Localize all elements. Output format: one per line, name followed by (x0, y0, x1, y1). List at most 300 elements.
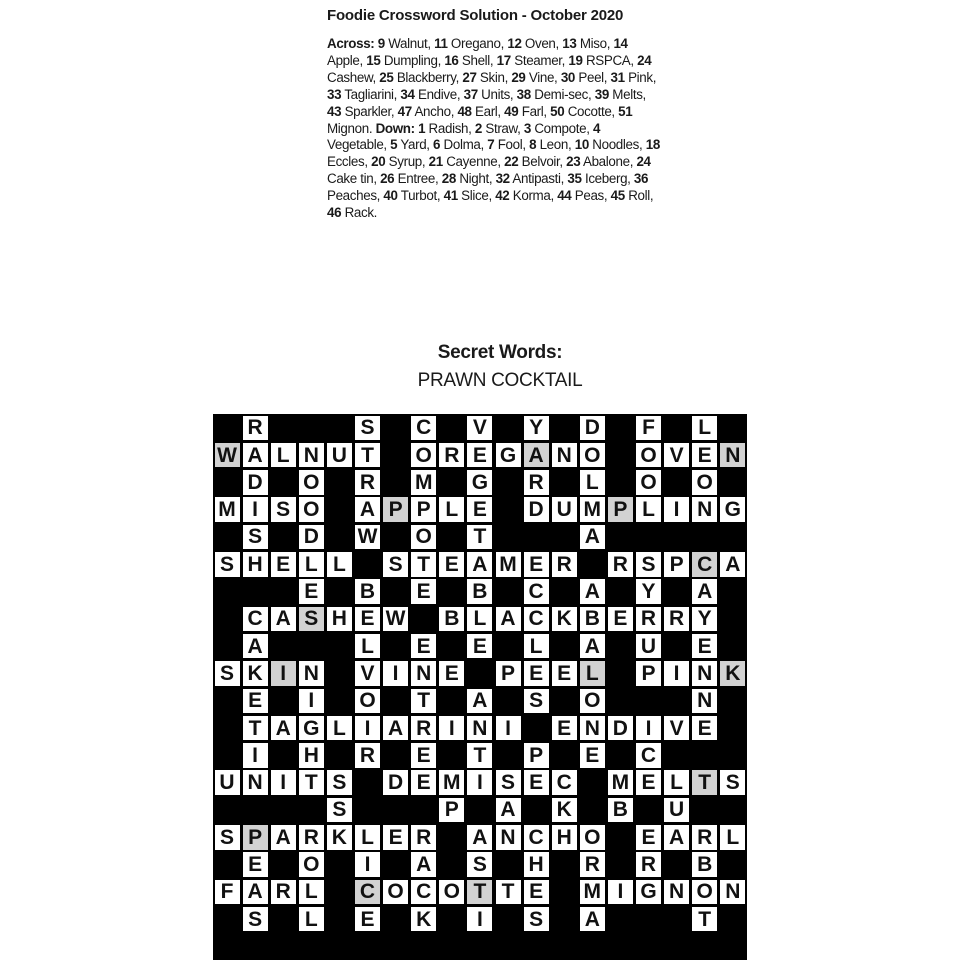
clue-answer: Cashew, (327, 69, 380, 85)
grid-cell: E (524, 661, 549, 686)
clue-number: 42 (495, 188, 510, 204)
grid-cell: E (524, 880, 549, 905)
grid-cell: A (720, 552, 745, 577)
clue-answer: Korma, (509, 188, 558, 204)
clue-answer: Abalone, (580, 154, 637, 170)
clue-answer: Belvoir, (518, 154, 567, 170)
clue-answer: Peas, (571, 188, 611, 204)
clue-number: 30 (560, 69, 576, 85)
grid-cell: Y (636, 579, 661, 604)
clue-answer: Cake tin, (327, 171, 381, 187)
grid-cell: R (608, 552, 633, 577)
grid-cell: S (215, 552, 240, 577)
grid-cell: T (467, 525, 492, 550)
grid-cell: S (383, 552, 408, 577)
clue-number: Across: 9 (327, 36, 385, 51)
grid-cell: A (411, 852, 436, 877)
grid-cell: P (636, 661, 661, 686)
grid-cell: A (271, 825, 296, 850)
grid-cell: A (467, 689, 492, 714)
grid-cell-secret: I (271, 661, 296, 686)
grid-cell: F (215, 880, 240, 905)
grid-cell: D (580, 416, 605, 441)
grid-cell: T (467, 743, 492, 768)
grid-cell: I (467, 770, 492, 795)
clue-number: 2 (474, 120, 482, 136)
grid-cell-secret: C (355, 880, 380, 905)
grid-cell: R (411, 716, 436, 741)
grid-cell: C (243, 607, 268, 632)
grid-cell: E (439, 552, 464, 577)
grid-cell: E (355, 607, 380, 632)
grid-cell: O (383, 880, 408, 905)
grid-cell: G (299, 716, 324, 741)
grid-cell: W (355, 525, 380, 550)
grid-cell: E (439, 661, 464, 686)
grid-cell: L (636, 497, 661, 522)
clue-answer: RSPCA, (582, 52, 638, 68)
clue-answer: Turbot, (397, 188, 444, 204)
clue-answer: Peel, (575, 69, 611, 85)
grid-cell: A (580, 525, 605, 550)
grid-cell: H (327, 607, 352, 632)
clue-answer: Oregano, (447, 36, 508, 51)
grid-cell: S (243, 907, 268, 932)
grid-cell: S (524, 907, 549, 932)
clue-number: 14 (613, 36, 628, 51)
clue-answer: Vine, (525, 69, 561, 85)
grid-cell: N (299, 443, 324, 468)
clue-answer: Dumpling, (380, 52, 445, 68)
grid-cell: A (692, 579, 717, 604)
grid-cell: L (664, 770, 689, 795)
grid-cell: S (215, 825, 240, 850)
page-title: Foodie Crossword Solution - October 2020 (327, 7, 624, 24)
grid-cell: O (580, 825, 605, 850)
grid-cell: E (467, 497, 492, 522)
grid-cell: E (636, 825, 661, 850)
grid-cell: D (243, 470, 268, 495)
grid-cell: E (467, 443, 492, 468)
clue-number: 4 (592, 120, 601, 136)
clue-number: 21 (428, 154, 443, 170)
grid-cell: M (580, 497, 605, 522)
clue-answer: Mignon. (327, 120, 376, 136)
grid-cell: S (215, 661, 240, 686)
grid-cell-secret: W (215, 443, 240, 468)
grid-cell: D (383, 770, 408, 795)
grid-cell: G (636, 880, 661, 905)
clue-answer: Farl, (518, 103, 551, 119)
crossword-grid (213, 414, 747, 960)
grid-cell: I (496, 716, 521, 741)
grid-cell: K (243, 661, 268, 686)
clue-number: 45 (610, 188, 625, 204)
grid-cell: K (411, 907, 436, 932)
grid-cell: S (243, 525, 268, 550)
grid-cell: L (299, 880, 324, 905)
grid-cell: I (243, 743, 268, 768)
grid-cell: D (524, 497, 549, 522)
clue-number: 29 (511, 69, 526, 85)
grid-cell: N (411, 661, 436, 686)
grid-cell: I (664, 661, 689, 686)
grid-cell: E (524, 770, 549, 795)
grid-cell: R (664, 607, 689, 632)
grid-cell: E (580, 743, 605, 768)
grid-cell: G (496, 443, 521, 468)
clue-number: 6 (433, 137, 441, 153)
clue-number: 22 (504, 154, 519, 170)
clue-number: 32 (495, 171, 510, 187)
clue-number: 24 (637, 52, 652, 68)
grid-cell: E (383, 825, 408, 850)
grid-cell: I (664, 497, 689, 522)
grid-cell: A (580, 907, 605, 932)
grid-cell: A (243, 443, 268, 468)
grid-cell: V (664, 443, 689, 468)
clue-answer: Sparkler, (341, 103, 398, 119)
grid-cell: R (355, 743, 380, 768)
grid-cell: T (411, 689, 436, 714)
clue-number: 48 (457, 103, 472, 119)
grid-cell: N (552, 443, 577, 468)
clue-answer: Skin, (476, 69, 512, 85)
clue-answer: Steamer, (510, 52, 569, 68)
clue-number: 28 (441, 171, 456, 187)
grid-cell: E (411, 770, 436, 795)
grid-cell: S (524, 689, 549, 714)
grid-cell: P (496, 661, 521, 686)
grid-cell: R (692, 825, 717, 850)
clue-answer: Apple, (327, 52, 367, 68)
grid-cell: N (692, 497, 717, 522)
grid-cell: T (355, 443, 380, 468)
grid-cell: U (636, 634, 661, 659)
grid-cell: G (720, 497, 745, 522)
clue-answer: Cocotte, (564, 103, 619, 119)
grid-cell: O (299, 470, 324, 495)
clue-number: 41 (443, 188, 458, 204)
grid-cell: A (355, 497, 380, 522)
grid-cell: K (552, 607, 577, 632)
grid-cell: A (664, 825, 689, 850)
grid-cell: L (271, 443, 296, 468)
grid-cell: B (608, 798, 633, 823)
grid-cell: E (271, 552, 296, 577)
grid-cell: A (271, 716, 296, 741)
grid-cell: R (524, 470, 549, 495)
clue-answer: Ancho, (411, 103, 458, 119)
clue-number: 20 (371, 154, 386, 170)
grid-cell: S (720, 770, 745, 795)
grid-cell: R (243, 416, 268, 441)
grid-cell: R (636, 852, 661, 877)
grid-cell: B (580, 607, 605, 632)
clue-number: 38 (516, 86, 531, 102)
clue-answer: Night, (455, 171, 496, 187)
grid-cell: H (524, 852, 549, 877)
clue-answer: Compote, (530, 120, 593, 136)
grid-cell: L (355, 634, 380, 659)
grid-cell: C (411, 416, 436, 441)
clue-number: 10 (574, 137, 589, 153)
grid-cell: C (524, 579, 549, 604)
grid-cell: K (552, 798, 577, 823)
clue-answer: Slice, (457, 188, 496, 204)
grid-cell: T (411, 552, 436, 577)
grid-cell: E (411, 743, 436, 768)
grid-cell: B (355, 579, 380, 604)
grid-cell: L (580, 470, 605, 495)
grid-cell-secret: T (692, 770, 717, 795)
grid-cell: E (608, 607, 633, 632)
grid-cell: N (692, 661, 717, 686)
grid-cell: V (467, 416, 492, 441)
clue-number: 16 (444, 52, 459, 68)
grid-cell: C (524, 607, 549, 632)
grid-cell: E (692, 716, 717, 741)
clue-answer: Blackberry, (393, 69, 463, 85)
clue-answer: Eccles, (327, 154, 372, 170)
grid-cell: P (664, 552, 689, 577)
clue-answer: Syrup, (385, 154, 429, 170)
clue-number: Down: 1 (375, 120, 426, 136)
grid-cell: B (692, 852, 717, 877)
grid-cell: S (327, 798, 352, 823)
grid-cell-secret: S (299, 607, 324, 632)
grid-cell: I (355, 716, 380, 741)
clue-number: 36 (633, 171, 649, 187)
grid-cell-secret: L (580, 661, 605, 686)
grid-cell: R (271, 880, 296, 905)
grid-cell-secret: P (243, 825, 268, 850)
grid-cell: S (271, 497, 296, 522)
grid-cell: I (355, 852, 380, 877)
grid-cell: L (299, 907, 324, 932)
grid-cell: R (411, 825, 436, 850)
grid-cell: R (299, 825, 324, 850)
clue-number: 46 (327, 205, 342, 221)
grid-cell: A (243, 880, 268, 905)
grid-cell: B (467, 579, 492, 604)
secret-words-answer: PRAWN COCKTAIL (417, 370, 583, 391)
clue-number: 43 (327, 103, 342, 119)
grid-cell: N (467, 716, 492, 741)
clue-number: 7 (487, 137, 495, 153)
grid-cell-secret: C (692, 552, 717, 577)
grid-cell: E (243, 689, 268, 714)
clue-number: 39 (594, 86, 609, 102)
clue-answer: Radish, (425, 120, 475, 136)
grid-cell: E (692, 443, 717, 468)
grid-cell: O (580, 443, 605, 468)
grid-cell: A (243, 634, 268, 659)
grid-cell: G (467, 470, 492, 495)
grid-cell: U (552, 497, 577, 522)
grid-cell: O (355, 689, 380, 714)
grid-cell: L (439, 497, 464, 522)
grid-cell: E (692, 634, 717, 659)
grid-cell: H (243, 552, 268, 577)
grid-cell: O (692, 470, 717, 495)
clue-answer: Cayenne, (442, 154, 505, 170)
grid-cell: E (636, 770, 661, 795)
grid-cell: O (299, 852, 324, 877)
grid-cell: B (439, 607, 464, 632)
clue-number: 17 (496, 52, 511, 68)
grid-cell-secret: P (383, 497, 408, 522)
clue-answer: Earl, (471, 103, 505, 119)
grid-cell: E (355, 907, 380, 932)
grid-cell: I (608, 880, 633, 905)
clue-answer: Entree, (394, 171, 442, 187)
grid-cell: S (636, 552, 661, 577)
grid-cell: A (580, 634, 605, 659)
grid-cell: S (355, 416, 380, 441)
grid-cell: T (243, 716, 268, 741)
grid-cell: I (383, 661, 408, 686)
grid-cell: I (636, 716, 661, 741)
grid-cell: L (524, 634, 549, 659)
grid-cell: H (299, 743, 324, 768)
grid-cell: R (552, 552, 577, 577)
grid-cell: C (636, 743, 661, 768)
grid-cell: N (243, 770, 268, 795)
grid-cell: T (299, 770, 324, 795)
grid-cell: O (692, 880, 717, 905)
clue-answer: Dolma, (440, 137, 488, 153)
grid-cell: O (299, 497, 324, 522)
clue-answer: Rack. (341, 205, 378, 221)
grid-cell: F (636, 416, 661, 441)
clue-answer: Tagliarini, (341, 86, 401, 102)
grid-cell: W (383, 607, 408, 632)
grid-cell: D (299, 525, 324, 550)
grid-cell: A (467, 825, 492, 850)
clue-number: 34 (400, 86, 415, 102)
grid-cell: T (496, 880, 521, 905)
grid-cell: U (327, 443, 352, 468)
grid-cell-secret: T (467, 880, 492, 905)
clue-answer: Miso, (576, 36, 614, 51)
clue-number: 31 (610, 69, 625, 85)
grid-cell: L (467, 607, 492, 632)
clue-number: 49 (504, 103, 519, 119)
grid-cell: M (496, 552, 521, 577)
grid-cell: C (524, 825, 549, 850)
grid-cell: O (636, 443, 661, 468)
grid-cell: D (608, 716, 633, 741)
grid-cell-secret: K (720, 661, 745, 686)
grid-cell: P (524, 743, 549, 768)
clue-number: 26 (380, 171, 395, 187)
grid-cell: U (215, 770, 240, 795)
grid-cell: A (383, 716, 408, 741)
grid-cell: L (327, 552, 352, 577)
grid-cell: N (580, 716, 605, 741)
clue-number: 15 (366, 52, 381, 68)
clue-answer: Demi-sec, (530, 86, 595, 102)
grid-cell: N (692, 689, 717, 714)
grid-cell: E (552, 661, 577, 686)
grid-cell: I (467, 907, 492, 932)
grid-cell: M (215, 497, 240, 522)
grid-cell: P (411, 497, 436, 522)
grid-cell: O (411, 525, 436, 550)
grid-cell: K (327, 825, 352, 850)
grid-cell: A (580, 579, 605, 604)
clue-number: 12 (507, 36, 522, 51)
clue-answer: Iceberg, (581, 171, 634, 187)
grid-cell: L (720, 825, 745, 850)
grid-cell: C (552, 770, 577, 795)
grid-cell: N (720, 880, 745, 905)
secret-words-heading: Secret Words: (437, 342, 563, 363)
grid-cell: Y (692, 607, 717, 632)
grid-cell: N (664, 880, 689, 905)
clue-number: 11 (434, 36, 448, 51)
clue-number: 50 (550, 103, 565, 119)
clue-number: 13 (562, 36, 577, 51)
clue-answer: Noodles, (588, 137, 646, 153)
clue-number: 51 (618, 103, 633, 119)
grid-cell: A (271, 607, 296, 632)
clue-number: 25 (379, 69, 394, 85)
grid-cell: A (496, 607, 521, 632)
clue-number: 19 (568, 52, 583, 68)
grid-cell: A (467, 552, 492, 577)
clue-answer: Oven, (521, 36, 563, 51)
grid-cell-secret: N (720, 443, 745, 468)
clue-answer: Roll, (624, 188, 654, 204)
grid-cell: O (411, 443, 436, 468)
clue-number: 44 (557, 188, 572, 204)
clue-answer: Walnut, (384, 36, 435, 51)
clue-answer: Vegetable, (327, 137, 391, 153)
clue-answer: Leon, (536, 137, 575, 153)
grid-cell: T (692, 907, 717, 932)
clue-answer: Fool, (494, 137, 530, 153)
grid-cell: M (608, 770, 633, 795)
grid-cell: R (580, 852, 605, 877)
grid-cell-secret: A (524, 443, 549, 468)
grid-cell: L (327, 716, 352, 741)
grid-cell: I (439, 716, 464, 741)
clue-number: 35 (567, 171, 582, 187)
clue-answer: Straw, (482, 120, 524, 136)
grid-cell: O (580, 689, 605, 714)
clue-number: 8 (529, 137, 537, 153)
grid-cell: S (467, 852, 492, 877)
grid-cell: V (355, 661, 380, 686)
clue-number: 24 (636, 154, 651, 170)
clue-number: 37 (463, 86, 478, 102)
grid-cell: C (411, 880, 436, 905)
grid-cell: V (664, 716, 689, 741)
clues-paragraph (327, 36, 662, 222)
grid-cell: R (439, 443, 464, 468)
clue-answer: Units, (477, 86, 517, 102)
clue-answer: Antipasti, (509, 171, 568, 187)
clue-answer: Peaches, (327, 188, 384, 204)
clue-answer: Melts, (608, 86, 646, 102)
grid-cell: E (524, 552, 549, 577)
grid-cell: I (243, 497, 268, 522)
grid-cell: N (496, 825, 521, 850)
grid-cell: E (299, 579, 324, 604)
clue-answer: Endive, (414, 86, 464, 102)
